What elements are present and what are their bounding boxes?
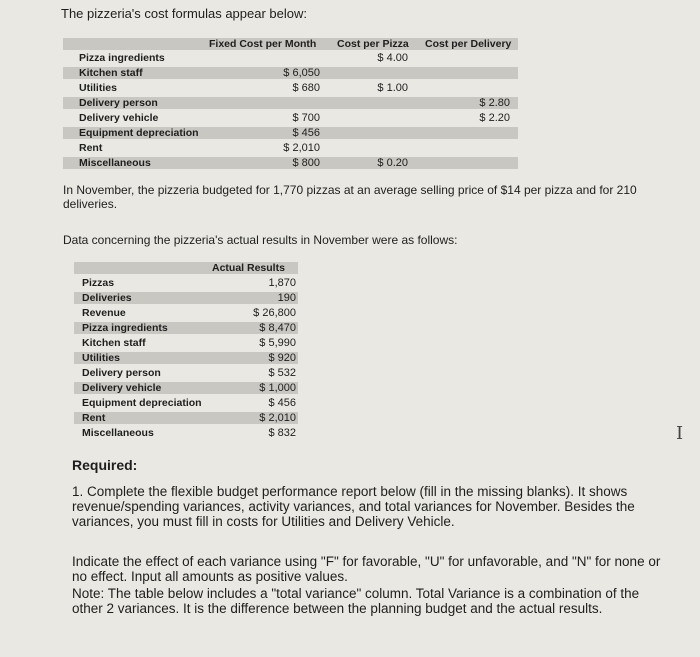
budget-paragraph: In November, the pizzeria budgeted for 1,770 pizzas at an average selling price of $14 per pizza and for 210 deliveries. [63,183,637,211]
actual-row-value: $ 832 [268,427,296,439]
formula-row-label: Utilities [79,82,117,94]
actual-row-value: $ 1,000 [259,382,296,394]
instruction-2: Indicate the effect of each variance using "F" for favorable, "U" for unfavorable, and "N" for none or no effect. Input all amounts as positive values. [72,554,661,584]
formula-row-label: Delivery person [79,97,158,109]
actual-row-label: Pizzas [82,277,115,289]
actual-row-label: Pizza ingredients [82,322,168,334]
actual-row-label: Miscellaneous [82,427,154,439]
actual-results-header: Actual Results [212,262,285,274]
actual-row-value: $ 532 [268,367,296,379]
formula-cost-per-pizza: $ 1.00 [377,82,408,94]
formula-row-label: Pizza ingredients [79,52,165,64]
instruction-1: 1. Complete the flexible budget performance report below (fill in the missing blanks). It shows revenue/spending variances, activity variances, and total variances for November. Besides the variances, you must fill in costs for Utilities and Delivery Vehicle. [72,484,635,529]
text-cursor-icon: I [676,423,684,444]
actual-row-value: $ 5,990 [259,337,296,349]
col-header-per-delivery: Cost per Delivery [425,38,512,50]
instruction-3: Note: The table below includes a "total variance" column. Total Variance is a combination of the other 2 variances. It is the difference between the planning budget and the actual results. [72,586,640,616]
formula-fixed-cost: $ 2,010 [283,142,320,154]
actual-row-label: Delivery person [82,367,161,379]
col-header-per-pizza: Cost per Pizza [337,38,409,50]
formula-row-label: Equipment depreciation [79,127,199,139]
formula-cost-per-pizza: $ 4.00 [377,52,408,64]
formula-cost-per-pizza: $ 0.20 [377,157,408,169]
formula-row-label: Kitchen staff [79,67,143,79]
formula-fixed-cost: $ 680 [292,82,320,94]
actual-row-value: 1,870 [268,277,296,289]
formula-cost-per-delivery: $ 2.20 [479,112,510,124]
required-heading: Required: [72,457,138,473]
actual-row-value: $ 920 [268,352,296,364]
actual-row-value: $ 8,470 [259,322,296,334]
formula-fixed-cost: $ 6,050 [283,67,320,79]
actual-row-label: Rent [82,412,106,424]
actual-intro: Data concerning the pizzeria's actual results in November were as follows: [63,233,458,247]
intro-text: The pizzeria's cost formulas appear below: [61,6,307,21]
actual-row-label: Revenue [82,307,126,319]
actual-row-label: Kitchen staff [82,337,146,349]
formula-fixed-cost: $ 700 [292,112,320,124]
actual-row-label: Delivery vehicle [82,382,162,394]
col-header-fixed: Fixed Cost per Month [209,38,317,50]
formula-row-label: Rent [79,142,103,154]
formula-row-label: Miscellaneous [79,157,151,169]
actual-row-label: Deliveries [82,292,132,304]
actual-row-label: Equipment depreciation [82,397,202,409]
actual-row-value: $ 26,800 [253,307,296,319]
actual-row-value: $ 2,010 [259,412,296,424]
formula-fixed-cost: $ 456 [292,127,320,139]
formula-fixed-cost: $ 800 [292,157,320,169]
actual-row-label: Utilities [82,352,120,364]
actual-row-value: $ 456 [268,397,296,409]
formula-row-label: Delivery vehicle [79,112,159,124]
formula-cost-per-delivery: $ 2.80 [479,97,510,109]
actual-row-value: 190 [277,292,296,304]
